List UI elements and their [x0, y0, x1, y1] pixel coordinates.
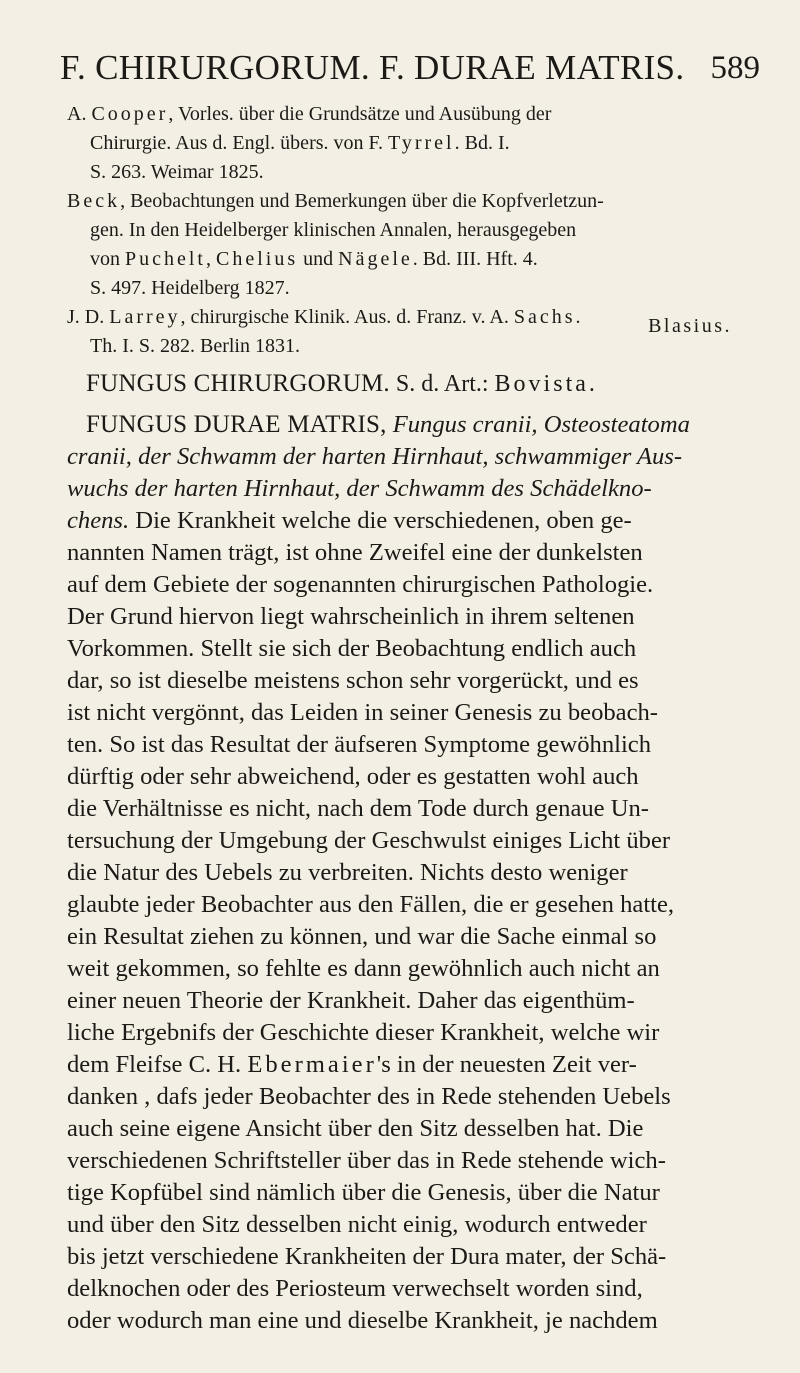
- paragraph-line: [67, 953, 733, 985]
- text-run: ein Resultat ziehen zu können, und war die Sache einmal so: [67, 923, 657, 950]
- text-run: und: [298, 248, 339, 270]
- text-run: dar, so ist dieselbe meistens schon sehr vorgerückt, und es: [67, 667, 639, 694]
- paragraph-line: [67, 889, 733, 921]
- text-run: Th. I. S. 282. Berlin 1831.: [90, 335, 300, 357]
- text-run: Sachs: [513, 306, 576, 328]
- text-run: chens.: [67, 507, 130, 534]
- text-run: tersuchung der Umgebung der Geschwulst einiges Licht über: [67, 827, 671, 854]
- text-run: .: [575, 306, 581, 328]
- paragraph-line: [67, 1209, 733, 1241]
- text-run: dürftig oder sehr abweichend, oder es gestatten wohl auch: [67, 763, 639, 790]
- text-run: A.: [67, 103, 92, 125]
- paragraph-line: [67, 537, 733, 569]
- text-run: wuchs der harten Hirnhaut, der Schwamm des Schädelkno-: [67, 475, 652, 502]
- paragraph-line: [67, 1113, 733, 1145]
- paragraph-line: [67, 729, 733, 761]
- reference-line: [67, 216, 732, 245]
- text-run: tige Kopfübel sind nämlich über die Genesis, über die Natur: [67, 1179, 660, 1206]
- running-title: F. CHIRURGORUM. F. DURAE MATRIS.: [60, 48, 685, 87]
- text-run: auf dem Gebiete der sogenannten chirurgischen Pathologie.: [67, 571, 654, 598]
- paragraph-line: [67, 1145, 733, 1177]
- text-run: einer neuen Theorie der Krankheit. Daher das eigenthüm-: [67, 987, 635, 1014]
- reference-line: [67, 129, 732, 158]
- paragraph-line: [67, 697, 733, 729]
- paragraph-line: [67, 1241, 733, 1273]
- paragraph-line: [67, 569, 733, 601]
- reference-line: [67, 274, 732, 303]
- text-run: ist nicht vergönnt, das Leiden in seiner Genesis zu beobach-: [67, 699, 658, 726]
- text-run: cranii,: [67, 443, 132, 470]
- text-run: die Verhältnisse es nicht, nach dem Tode durch genaue Un-: [67, 795, 649, 822]
- text-run: , chirurgische Klinik. Aus. d. Franz. v. A.: [180, 306, 514, 328]
- text-run: verschiedenen Schriftsteller über das in Rede stehende wich-: [67, 1147, 666, 1174]
- entry-fungus-durae-matris: [67, 409, 733, 1337]
- text-run: Die Krankheit welche die verschiedenen, oben ge-: [129, 507, 632, 534]
- text-run: delknochen oder des Periosteum verwechselt worden sind,: [67, 1275, 643, 1302]
- author-signature: Blasius.: [648, 315, 732, 337]
- text-run: 's in der neuesten Zeit ver-: [376, 1051, 637, 1078]
- text-run: Nägele: [338, 248, 413, 270]
- text-run: ten. So ist das Resultat der äufseren Symptome gewöhnlich: [67, 731, 651, 758]
- paragraph-line: [67, 473, 733, 505]
- text-run: oder wodurch man eine und dieselbe Krankheit, je nachdem: [67, 1307, 658, 1334]
- paragraph-line: [67, 633, 733, 665]
- text-run: , Beobachtungen und Bemerkungen über die Kopfverletzun-: [120, 190, 604, 212]
- text-run: der Schwamm der harten Hirnhaut, schwammiger Aus-: [138, 443, 683, 470]
- paragraph-line: [67, 409, 733, 441]
- text-run: Tyrrel: [388, 132, 455, 154]
- text-run: Chelius: [216, 248, 299, 270]
- text-run: Der Grund hiervon liegt wahrscheinlich in ihrem seltenen: [67, 603, 635, 630]
- text-run: weit gekommen, so fehlte es dann gewöhnlich auch nicht an: [67, 955, 660, 982]
- paragraph-line: [67, 1305, 733, 1337]
- text-run: danken , dafs jeder Beobachter des in Rede stehenden Uebels: [67, 1083, 671, 1110]
- page-header: [60, 42, 760, 94]
- paragraph-line: [67, 1049, 733, 1081]
- text-run: und über den Sitz desselben nicht einig, wodurch entweder: [67, 1211, 647, 1238]
- paragraph-line: [67, 441, 733, 473]
- paragraph-line: [67, 665, 733, 697]
- text-run: , Vorles. über die Grundsätze und Ausübung der: [168, 103, 552, 125]
- text-run: . Bd. I.: [454, 132, 510, 154]
- text-run: ,: [206, 248, 216, 270]
- text-run: S. 497. Heidelberg 1827.: [90, 277, 290, 299]
- text-run: Bovista: [494, 371, 589, 397]
- entry-fungus-chirurgorum: [86, 370, 595, 398]
- text-run: bis jetzt verschiedene Krankheiten der Dura mater, der Schä-: [67, 1243, 667, 1270]
- reference-line: [67, 158, 732, 187]
- text-run: gen. In den Heidelberger klinischen Annalen, herausgegeben: [90, 219, 577, 241]
- text-run: FUNGUS CHIRURGORUM.: [86, 370, 390, 397]
- reference-line: [67, 100, 732, 129]
- text-run: Puchelt: [125, 248, 206, 270]
- reference-line: [67, 245, 732, 274]
- text-run: Chirurgie. Aus d. Engl. übers. von F.: [90, 132, 389, 154]
- paragraph-line: [67, 921, 733, 953]
- text-run: J. D.: [67, 306, 110, 328]
- text-run: liche Ergebnifs der Geschichte dieser Krankheit, welche wir: [67, 1019, 660, 1046]
- paragraph-line: [67, 985, 733, 1017]
- paragraph-line: [67, 825, 733, 857]
- paragraph-line: [67, 1273, 733, 1305]
- text-run: S. 263. Weimar 1825.: [90, 161, 264, 183]
- text-run: Ebermaier: [247, 1051, 377, 1078]
- text-run: Cooper: [91, 103, 169, 125]
- text-run: von: [90, 248, 125, 270]
- text-run: Larrey: [109, 306, 181, 328]
- paragraph-line: [67, 857, 733, 889]
- text-run: FUNGUS DURAE MATRIS,: [86, 411, 387, 438]
- paragraph-line: [67, 793, 733, 825]
- text-run: Vorkommen. Stellt sie sich der Beobachtung endlich auch: [67, 635, 637, 662]
- text-run: auch seine eigene Ansicht über den Sitz desselben hat. Die: [67, 1115, 644, 1142]
- text-run: glaubte jeder Beobachter aus den Fällen, die er gesehen hatte,: [67, 891, 675, 918]
- text-run: Fungus cranii, Osteosteatoma: [392, 411, 690, 438]
- text-run: nannten Namen trägt, ist ohne Zweifel eine der dunkelsten: [67, 539, 643, 566]
- text-run: .: [588, 371, 595, 397]
- paragraph-line: [67, 1177, 733, 1209]
- paragraph-line: [67, 1081, 733, 1113]
- text-run: S. d. Art.:: [389, 371, 495, 397]
- text-run: dem Fleifse C. H.: [67, 1051, 248, 1078]
- page-number: 589: [710, 50, 760, 86]
- paragraph-line: [67, 1017, 733, 1049]
- paragraph-line: [67, 761, 733, 793]
- paragraph-line: [67, 601, 733, 633]
- text-run: Beck: [67, 190, 121, 212]
- text-run: . Bd. III. Hft. 4.: [412, 248, 538, 270]
- reference-line: [67, 187, 732, 216]
- text-run: die Natur des Uebels zu verbreiten. Nichts desto weniger: [67, 859, 628, 886]
- paragraph-line: [67, 505, 733, 537]
